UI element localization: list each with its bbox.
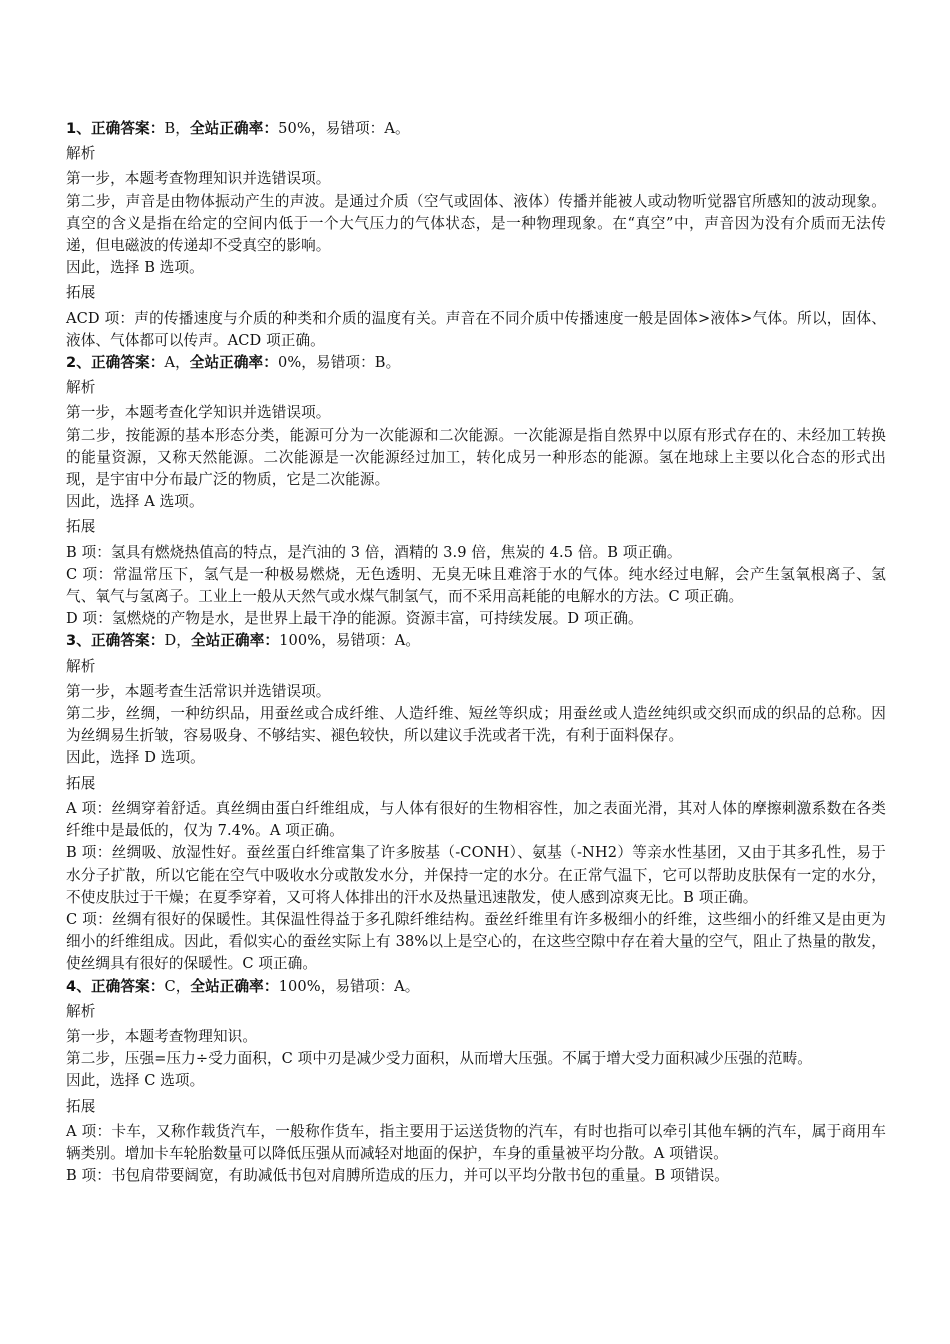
answer-label: 正确答案： (90, 632, 165, 650)
analysis-label: 解析 (66, 1002, 96, 1020)
analysis-paragraph: 因此，选择 C 选项。 (66, 1072, 205, 1090)
rate-value: 0%，易错项：B。 (277, 354, 401, 372)
analysis-paragraph: 第二步，丝绸，一种纺织品，用蚕丝或合成纤维、人造纤维、短丝等织成；用蚕丝或人造丝纯织或交织而成的织品的总称。因为丝绸易生折皱，容易吸身、不够结实、褪色较快，所以建议手洗或者干洗，有利于面料保存。 (66, 705, 886, 745)
analysis-label: 解析 (66, 657, 96, 675)
question-block (66, 976, 886, 1188)
expand-paragraph: ACD 项：声的传播速度与介质的种类和介质的温度有关。声音在不同介质中传播速度一般是固体>液体>气体。所以，固体、液体、气体都可以传声。ACD 项正确。 (66, 309, 886, 349)
expand-paragraph: C 项：常温常压下，氢气是一种极易燃烧，无色透明、无臭无味且难溶于水的气体。纯水经过电解，会产生氢氧根离子、氢气、氧气与氢离子。工业上一般从天然气或水煤气制氢气，而不采用高耗能的电解水的方法。C 项正确。 (66, 565, 886, 606)
expand-paragraph: A 项：卡车，又称作载货汽车，一般称作货车，指主要用于运送货物的汽车，有时也指可以牵引其他车辆的汽车，属于商用车辆类别。增加卡车轮胎数量可以降低压强从而减轻对地面的保护，车身的重量被平均分散。A 项错误。 (66, 1122, 886, 1162)
answer-header (66, 976, 886, 998)
question-block (66, 352, 886, 630)
answer-value: B， (164, 120, 190, 137)
answer-value: C， (164, 977, 191, 995)
rate-value: 100%，易错项：A。 (278, 977, 420, 995)
question-number: 4、 (66, 977, 91, 995)
expand-paragraph: D 项：氢燃烧的产物是水，是世界上最干净的能源。资源丰富，可持续发展。D 项正确。 (66, 610, 643, 628)
analysis-paragraph: 因此，选择 B 选项。 (66, 259, 204, 277)
question-number: 1、 (66, 120, 91, 137)
expand-paragraph: B 项：书包肩带要阔宽，有助减低书包对肩膊所造成的压力，并可以平均分散书包的重量。B 项错误。 (66, 1167, 729, 1185)
analysis-label: 解析 (66, 379, 96, 397)
question-block (66, 630, 886, 975)
expand-paragraph: C 项：丝绸有很好的保暖性。其保温性得益于多孔隙纤维结构。蚕丝纤维里有许多极细小的纤维，这些细小的纤维又是由更为细小的纤维组成。因此，看似实心的蚕丝实际上有 38%以上是空心的，在这些空隙中存在着大量的空气，阻止了热量的散发，使丝绸具有很好的保暖性。C 项正确。 (66, 910, 886, 973)
answer-sheet (66, 118, 886, 1187)
analysis-paragraph: 第一步，本题考查物理知识并选错误项。 (66, 170, 331, 188)
analysis-paragraph: 第二步，按能源的基本形态分类，能源可分为一次能源和二次能源。一次能源是指自然界中以原有形式存在的、未经加工转换的能量资源，又称天然能源。二次能源是一次能源经过加工，转化成另一种形态的能源。氢在地球上主要以化合态的形式出现，是宇宙中分布最广泛的物质，它是二次能源。 (66, 426, 886, 489)
answer-label: 正确答案： (90, 120, 165, 137)
rate-value: 50%，易错项：A。 (278, 120, 410, 137)
analysis-paragraph: 第一步，本题考查化学知识并选错误项。 (66, 404, 331, 422)
question-number: 2、 (66, 354, 91, 372)
expand-paragraph: B 项：丝绸吸、放湿性好。蚕丝蛋白纤维富集了许多胺基（-CONH）、氨基（-NH2）等亲水性基团，又由于其多孔性，易于水分子扩散，所以它能在空气中吸收水分或散发水分，并保持一定的水分。在正常气温下，它可以帮助皮肤保有一定的水分，不使皮肤过于干燥；在夏季穿着，又可将人体排出的汗水及热量迅速散发，使人感到凉爽无比。B 项正确。 (66, 844, 886, 906)
question-number: 3、 (66, 632, 91, 650)
analysis-label: 解析 (66, 145, 96, 163)
answer-header (66, 352, 886, 374)
answer-value: D， (164, 632, 191, 650)
expand-label: 拓展 (66, 284, 96, 302)
analysis-paragraph: 第二步，压强=压力÷受力面积，C 项中刃是减少受力面积，从而增大压强。不属于增大受力面积减少压强的范畴。 (66, 1050, 812, 1068)
analysis-paragraph: 第一步，本题考查物理知识。 (66, 1027, 258, 1045)
expand-label: 拓展 (66, 774, 96, 792)
analysis-paragraph: 第二步，声音是由物体振动产生的声波。是通过介质（空气或固体、液体）传播并能被人或动物听觉器官所感知的波动现象。真空的含义是指在给定的空间内低于一个大气压力的气体状态，是一种物理现象。在“真空”中，声音因为没有介质而无法传递，但电磁波的传递却不受真空的影响。 (66, 192, 886, 255)
expand-label: 拓展 (66, 1097, 96, 1115)
analysis-paragraph: 因此，选择 A 选项。 (66, 493, 204, 511)
expand-paragraph: B 项：氢具有燃烧热值高的特点，是汽油的 3 倍，酒精的 3.9 倍，焦炭的 4.5 倍。B 项正确。 (66, 543, 682, 561)
answer-header (66, 630, 886, 652)
expand-paragraph: A 项：丝绸穿着舒适。真丝绸由蛋白纤维组成，与人体有很好的生物相容性，加之表面光滑，其对人体的摩擦刺激系数在各类纤维中是最低的，仅为 7.4%。A 项正确。 (66, 799, 886, 840)
rate-label: 全站正确率： (189, 354, 278, 372)
rate-value: 100%，易错项：A。 (279, 632, 421, 650)
rate-label: 全站正确率： (189, 120, 279, 137)
expand-label: 拓展 (66, 518, 96, 536)
question-block (66, 118, 886, 352)
answer-label: 正确答案： (90, 354, 165, 372)
analysis-paragraph: 第一步，本题考查生活常识并选错误项。 (66, 682, 331, 700)
rate-label: 全站正确率： (190, 632, 280, 650)
answer-value: A， (164, 354, 190, 372)
answer-header (66, 118, 886, 140)
answer-label: 正确答案： (90, 977, 165, 995)
analysis-paragraph: 因此，选择 D 选项。 (66, 749, 205, 767)
rate-label: 全站正确率： (190, 977, 279, 995)
